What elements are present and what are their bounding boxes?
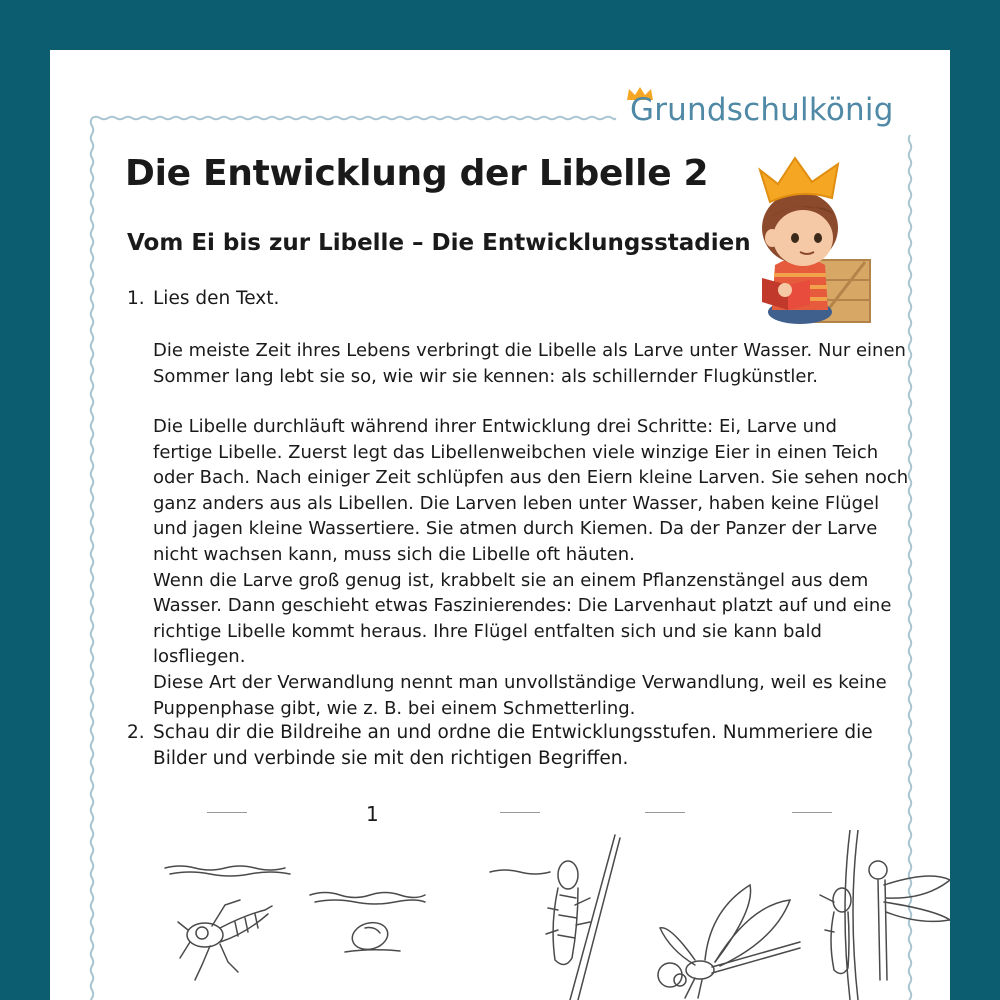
brand-logo: Grundschulkönig [630,92,894,128]
dragonfly-icon [658,885,800,998]
page-subtitle: Vom Ei bis zur Libelle – Die Entwicklungsstadien [127,230,751,256]
answer-blank-4[interactable] [645,812,685,813]
task-2-number: 2. [127,722,145,743]
larva-climbing-icon [490,835,620,1000]
task-2-line-1: Schau dir die Bildreihe an und ordne die Entwicklungsstufen. Nummeriere die [153,722,873,743]
page-title: Die Entwicklung der Libelle 2 [125,153,709,194]
worksheet-page [50,50,950,1000]
answer-blank-5[interactable] [792,812,832,813]
dragonfly-hatching-icon [820,830,950,1000]
egg-icon [310,893,425,954]
text-paragraph-1: Die meiste Zeit ihres Lebens verbringt die Libelle als Larve unter Wasser. Nur einen Sommer lang lebt sie so, wie wir sie kennen: als schillernder Flugkünstler. [153,340,906,387]
task-1-instruction: Lies den Text. [153,288,280,309]
answer-blank-1[interactable] [207,812,247,813]
development-image-row [150,830,950,1000]
king-kid-reading-illustration [740,150,880,330]
task-1-number: 1. [127,288,145,309]
answer-blank-3[interactable] [500,812,540,813]
text-paragraph-2: Die Libelle durchläuft während ihrer Entwicklung drei Schritte: Ei, Larve und fertige Libelle. Zuerst legt das Libellenweibchen viele winzige Eier in einen Teich oder Bach. Nach einiger Zeit schlüpfen aus den Eiern kleine Larven. Sie sehen noch ganz anders aus als Libellen. Die Larven leben unter Wasser, haben keine Flügel und jagen kleine Wassertiere. Sie atmen durch Kiemen. Da der Panzer der Larve nicht wachsen kann, muss sich die Libelle oft häuten. Wenn die Larve groß genug ist, krabbelt sie an einem Pflanzenstängel aus dem Wasser. Dann geschieht etwas Faszinierendes: Die Larvenhaut platzt auf und eine richtige Libelle kommt heraus. Ihre Flügel entfalten sich und sie kann bald losfliegen. Diese Art der Verwandlung nennt man unvollständige Verwandlung, weil es keine Puppenphase gibt, wie z. B. bei einem Schmetterling. [153,416,909,719]
answer-given-number: 1 [366,802,379,826]
larva-icon [165,866,290,980]
task-2-line-2: Bilder und verbinde sie mit den richtigen Begriffen. [153,748,629,769]
